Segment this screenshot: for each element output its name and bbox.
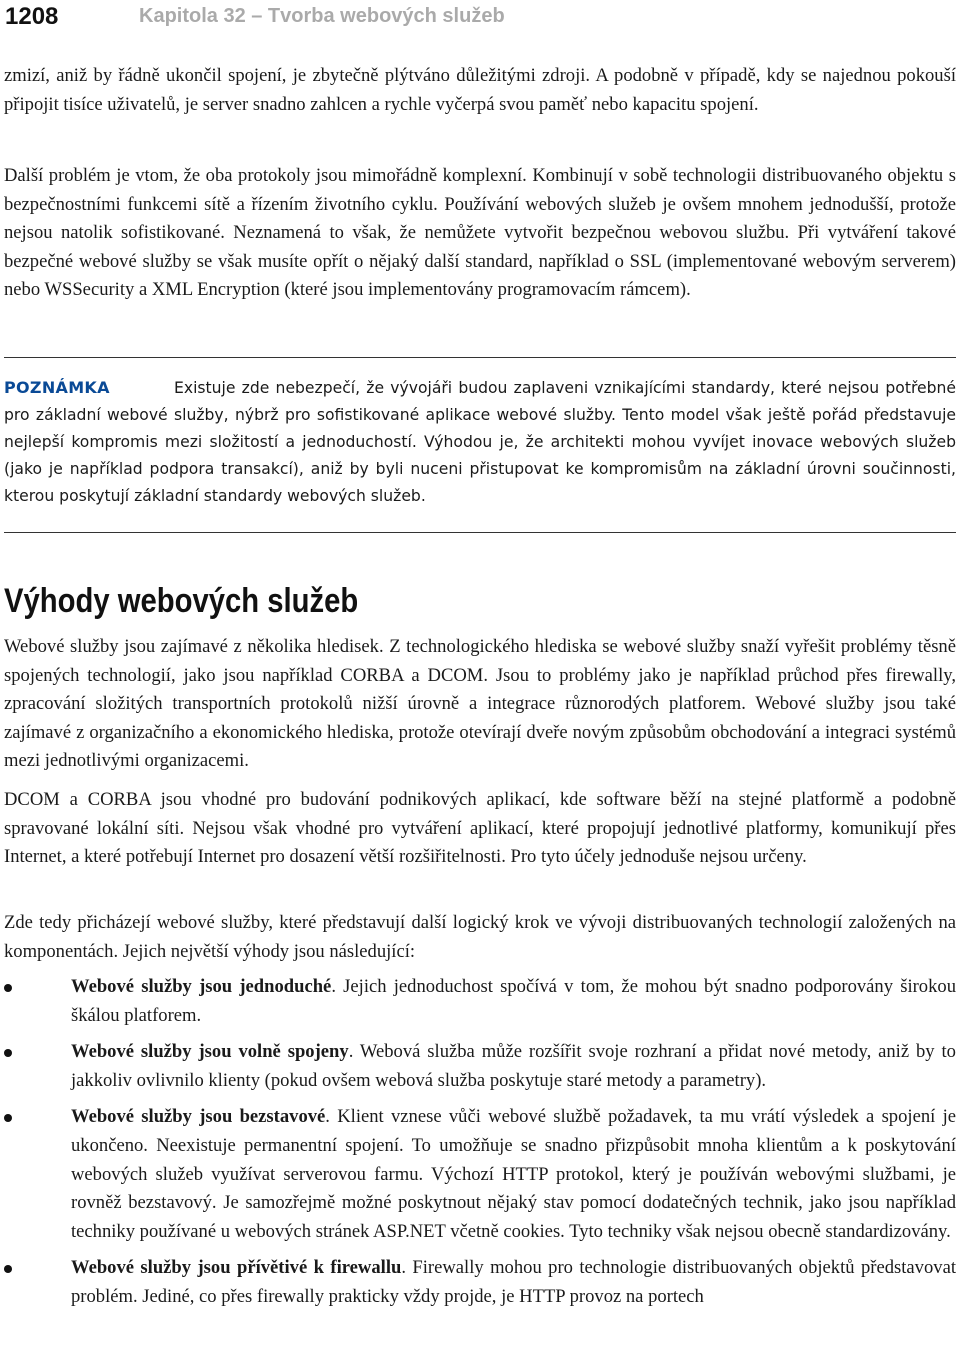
- page-number: 1208: [5, 3, 59, 30]
- list-item: [4, 1103, 956, 1246]
- list-item-text: . Klient vznese vůči webové službě požadavek, ta mu vrátí výsledek a spojení je ukončeno. Neexistuje permanentní spojení. To umožňuje se snadno přizpůsobit mnoha klientům a k poskytování webových služeb využívat serverovou farmu. Výchozí HTTP protokol, který je používán webovými službami, je rovněž bezstavový. Je samozřejmě možné poskytnout nějaký stav pomocí dodatečných technik, jako jsou například techniky používané u webových stránek ASP.NET včetně cookies. Tyto techniky však nejsou obecně standardizovány.: [71, 1106, 956, 1242]
- note-top-rule: [4, 357, 956, 358]
- bullet-dot: [4, 984, 12, 992]
- bullet-dot: [4, 1114, 12, 1122]
- page-header: [0, 0, 960, 40]
- bullet-dot: [4, 1265, 12, 1273]
- list-item: [4, 1254, 956, 1311]
- paragraph-complexity: Další problém je vtom, že oba protokoly jsou mimořádně komplexní. Kombinují v sobě technologii distribuovaného objektu s bezpečnostními funkcemi sítě a řízením životního cyklu. Používání webových služeb je ovšem mnohem jednodušší, protože nejsou natolik sofistikované. Neznamená to však, že nemůžete vytvořit bezpečnou webovou službu. Při vytváření takové bezpečné webové služby se však musíte opřít o nějaký další standard, například o SSL (implementované webovým serverem) nebo WSSecurity a XML Encryption (které jsou implementovány programovacím rámcem).: [4, 165, 956, 300]
- note-text: Existuje zde nebezpečí, že vývojáři budou zaplaveni vznikajícími standardy, které nejsou potřebné pro základní webové služby, nýbrž pro sofistikované aplikace webové služby. Tento model však ještě pořád představuje nejlepší kompromis mezi složitostí a jednoduchostí. Výhodou je, že architekti mohou vyvíjet inovace webových služeb (jako je například podpora transakcí), aniž by byli nuceni přistupovat ke kompromisům na základní úrovni součinnosti, kterou poskytují základní standardy webových služeb.: [4, 379, 956, 505]
- bullet-dot: [4, 1049, 12, 1057]
- list-item-term: Webové služby jsou přívětivé k firewallu: [71, 1257, 402, 1279]
- section-paragraph-2: DCOM a CORBA jsou vhodné pro budování podnikových aplikací, kde software běží na stejné platformě a podobně spravované lokální síti. Nejsou však vhodné pro vytváření aplikací, které propojují jednotlivé platformy, komunikují přes Internet, a které potřebují Internet pro dosazení větší rozšiřitelnosti. Pro tyto účely jednoduše nejsou určeny.: [4, 789, 956, 868]
- section-paragraph-1: Webové služby jsou zajímavé z několika hledisek. Z technologického hlediska se webové služby snaží vyřešit problémy těsně spojených technologií, jako jsou například CORBA a DCOM. Jsou to problémy jako je například průchod přes firewally, zpracování složitých transportních protokolů nižší úrovně a integrace různorodých platforem. Webové služby jsou také zajímavé z organizačního a ekonomického hlediska, protože otevírají dveře novým způsobům obchodování a integraci systémů mezi jednotlivými organizacemi.: [4, 636, 956, 772]
- list-item-term: Webové služby jsou volně spojeny: [71, 1041, 349, 1063]
- list-item-term: Webové služby jsou bezstavové: [71, 1106, 326, 1128]
- note-label: POZNÁMKA: [4, 378, 110, 397]
- advantages-list: [4, 973, 956, 1312]
- section-paragraph-3: Zde tedy přicházejí webové služby, které představují další logický krok ve vývoji distribuovaných technologií založených na komponentách. Jejich největší výhody jsou následující:: [4, 912, 956, 962]
- list-item-text: . Jejich jednoduchost spočívá v tom, že mohou být snadno podporovány širokou škálou platforem.: [71, 976, 956, 1026]
- list-item: [4, 973, 956, 1030]
- list-item-term: Webové služby jsou jednoduché: [71, 976, 332, 997]
- list-item: [4, 1038, 956, 1095]
- list-item-text: . Firewally mohou pro technologie distribuovaných objektů představovat problém. Jediné, co přes firewally prakticky vždy projde, je HTTP provoz na portech: [71, 1257, 956, 1307]
- list-item-text: . Webová služba může rozšířit svoje rozhraní a přidat nové metody, aniž by to jakkoliv ovlivnilo klienty (pokud ovšem webová služba poskytuje staré metody a parametry).: [71, 1041, 956, 1091]
- paragraph-continued: zmizí, aniž by řádně ukončil spojení, je zbytečně plýtváno důležitými zdroji. A podobně v případě, kdy se najednou pokouší připojit tisíce uživatelů, je server snadno zahlcen a rychle vyčerpá svou paměť nebo kapacitu spojení.: [4, 65, 956, 115]
- section-heading: Výhody webových služeb: [4, 582, 359, 620]
- running-title: Kapitola 32 – Tvorba webových služeb: [139, 5, 505, 27]
- note-box: [4, 374, 956, 510]
- note-bottom-rule: [4, 532, 956, 533]
